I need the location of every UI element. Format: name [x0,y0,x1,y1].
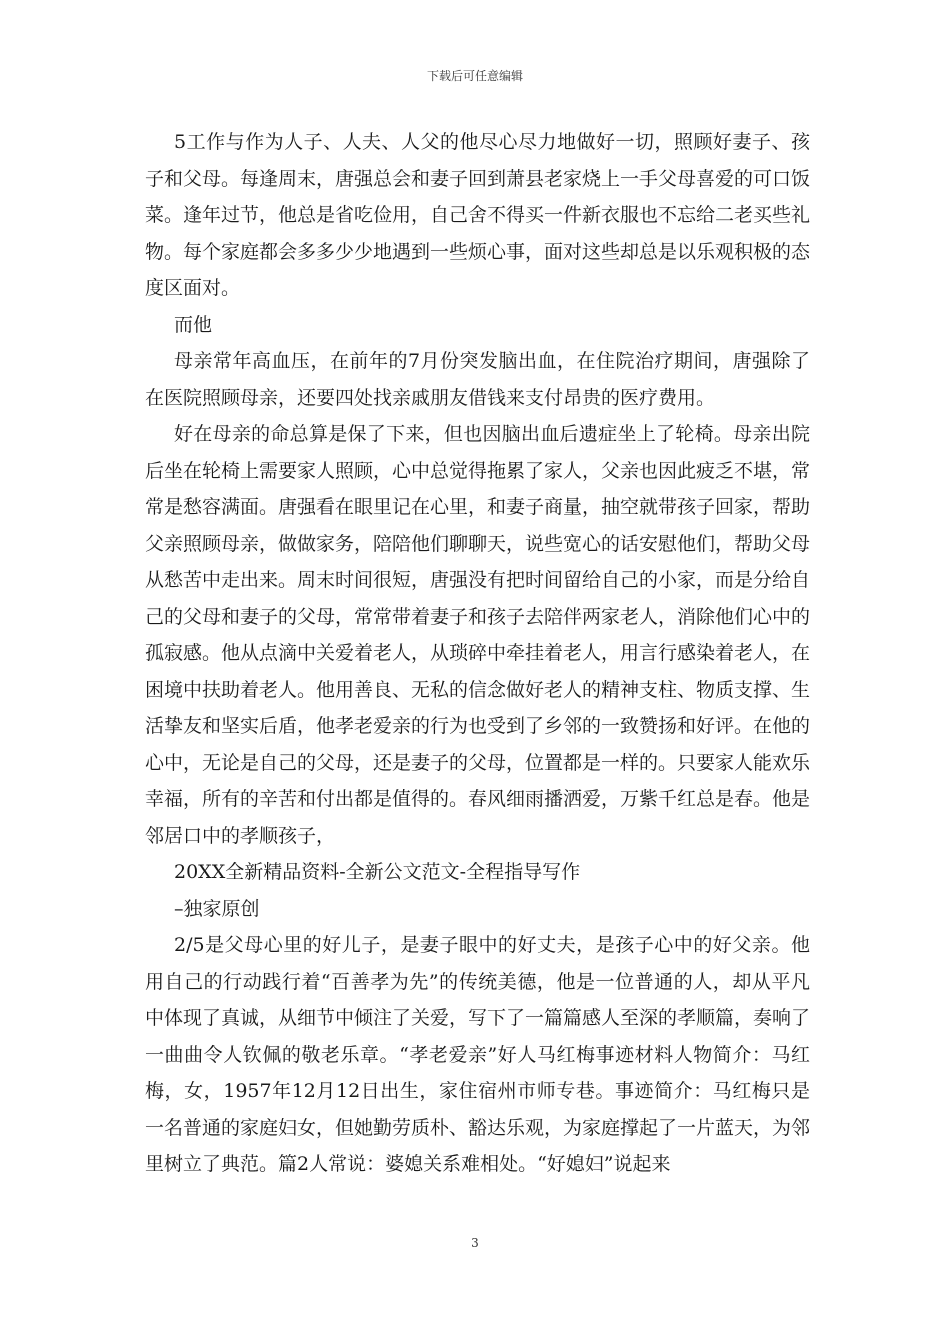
paragraph: –独家原创 [174,897,260,920]
paragraph: 母亲常年高血压，在前年的7月份突发脑出血，在住院治疗期间，唐强除了在医院照顾母亲，还要四处找亲戚朋友借钱来支付昂贵的医疗费用。 [145,350,810,409]
paragraph: 20XX全新精品资料-全新公文范文-全程指导写作 [174,861,581,883]
page-header: 下载后可任意编辑 [426,69,523,83]
paragraph: 而他 [174,313,213,336]
paragraph: 好在母亲的命总算是保了下来，但也因脑出血后遗症坐上了轮椅。母亲出院后坐在轮椅上需要家人照顾，心中总觉得拖累了家人，父亲也因此疲乏不堪，常常是愁容满面。唐强看在眼里记在心里，和妻子商量，抽空就带孩子回家，帮助父亲照顾母亲，做做家务，陪陪他们聊聊天，说些宽心的话安慰他们，帮助父母从愁苦中走出来。周末时间很短，唐强没有把时间留给自己的小家，而是分给自己的父母和妻子的父母，常常带着妻子和孩子去陪伴两家老人，消除他们心中的孤寂感。他从点滴中关爱着老人，从琐碎中牵挂着老人，用言行感染着老人，在困境中扶助着老人。他用善良、无私的信念做好老人的精神支柱、物质支撑、生活挚友和坚实后盾，他孝老爱亲的行为也受到了乡邻的一致赞扬和好评。在他的心中，无论是自己的父母，还是妻子的父母，位置都是一样的。只要家人能欢乐幸福，所有的辛苦和付出都是值得的。春风细雨播洒爱，万紫千红总是春。他是邻居口中的孝顺孩子， [145,423,811,847]
document-body [145,124,810,1183]
page-number: 3 [471,1236,479,1250]
paragraph: 5工作与作为人子、人夫、人父的他尽心尽力地做好一切，照顾好妻子、孩子和父母。每逢周末，唐强总会和妻子回到萧县老家烧上一手父母喜爱的可口饭菜。逢年过节，他总是省吃俭用，自己舍不得买一件新衣服也不忘给二老买些礼物。每个家庭都会多多少少地遇到一些烦心事，面对这些却总是以乐观积极的态度区面对。 [145,131,811,299]
paragraph: 2/5是父母心里的好儿子，是妻子眼中的好丈夫，是孩子心中的好父亲。他用自己的行动践行着“百善孝为先”的传统美德，他是一位普通的人，却从平凡中体现了真诚，从细节中倾注了关爱，写下了一篇篇感人至深的孝顺篇，奏响了一曲曲令人钦佩的敬老乐章。“孝老爱亲”好人马红梅事迹材料人物简介：马红梅，女，1957年12月12日出生，家住宿州市师专巷。事迹简介：马红梅只是一名普通的家庭妇女，但她勤劳质朴、豁达乐观，为家庭撑起了一片蓝天，为邻里树立了典范。篇2人常说：婆媳关系难相处。“好媳妇”说起来 [145,934,811,1175]
